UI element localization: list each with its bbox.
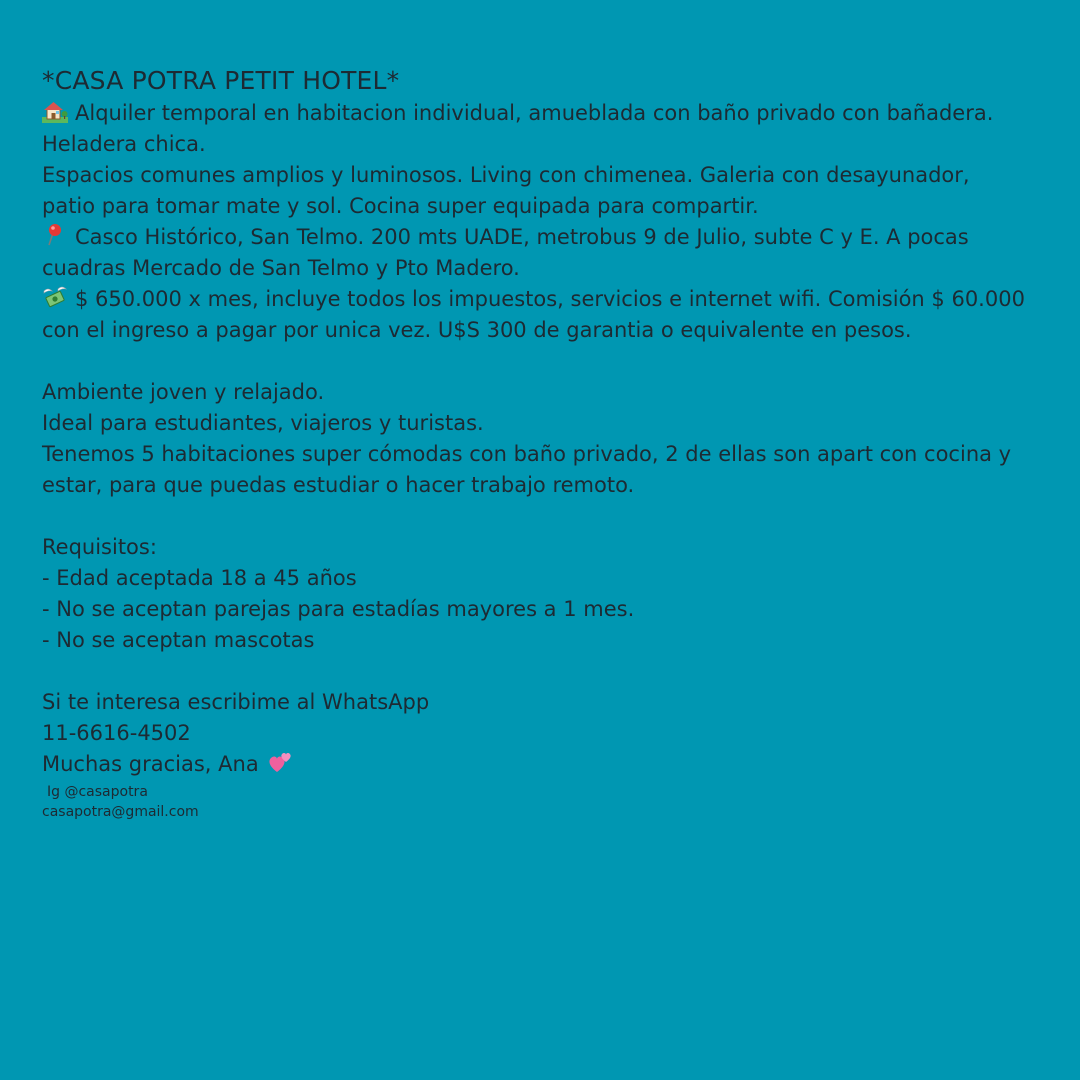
post-content bbox=[42, 64, 1042, 822]
requirements-heading: Requisitos: bbox=[42, 535, 157, 559]
contact-thanks bbox=[42, 749, 1042, 780]
contact-email: casapotra@gmail.com bbox=[42, 804, 199, 820]
two-hearts-icon bbox=[267, 750, 293, 774]
contact-line: Si te interesa escribime al WhatsApp bbox=[42, 690, 430, 714]
about-line-1: Ambiente joven y relajado. bbox=[42, 380, 325, 404]
requirement-item: - No se aceptan mascotas bbox=[42, 628, 315, 652]
contact-phone: 11-6616-4502 bbox=[42, 721, 191, 745]
requirement-item: - No se aceptan parejas para estadías mayores a 1 mes. bbox=[42, 597, 635, 621]
instagram-handle: Ig @casapotra bbox=[47, 784, 148, 800]
spacer bbox=[42, 656, 1042, 687]
about-line-2: Ideal para estudiantes, viajeros y turistas. bbox=[42, 411, 484, 435]
intro-line-3: Espacios comunes amplios y luminosos. Living con chimenea. Galeria con desayunador, bbox=[42, 163, 970, 187]
location-line-1 bbox=[42, 222, 1042, 253]
price-line-1-text: $ 650.000 x mes, incluye todos los impuestos, servicios e internet wifi. Comisión $ 60.000 bbox=[75, 287, 1025, 311]
spacer bbox=[42, 346, 1042, 377]
contact-thanks-text: Muchas gracias, Ana bbox=[42, 752, 259, 776]
post-title: *CASA POTRA PETIT HOTEL* bbox=[42, 66, 400, 95]
intro-line-4: patio para tomar mate y sol. Cocina super equipada para compartir. bbox=[42, 194, 759, 218]
intro-line-1 bbox=[42, 98, 1042, 129]
about-line-3: Tenemos 5 habitaciones super cómodas con baño privado, 2 de ellas son apart con cocina y bbox=[42, 442, 1012, 466]
price-line-2: con el ingreso a pagar por unica vez. U$S 300 de garantia o equivalente en pesos. bbox=[42, 318, 912, 342]
intro-line-2: Heladera chica. bbox=[42, 132, 206, 156]
location-line-1-text: Casco Histórico, San Telmo. 200 mts UADE, metrobus 9 de Julio, subte C y E. A pocas bbox=[75, 225, 969, 249]
intro-line-1-text: Alquiler temporal en habitacion individual, amueblada con baño privado con bañadera. bbox=[75, 101, 994, 125]
round-pushpin-icon bbox=[42, 223, 68, 247]
price-line-1 bbox=[42, 284, 1042, 315]
about-line-4: estar, para que puedas estudiar o hacer trabajo remoto. bbox=[42, 473, 635, 497]
location-line-2: cuadras Mercado de San Telmo y Pto Madero. bbox=[42, 256, 520, 280]
money-with-wings-icon bbox=[42, 285, 68, 309]
house-with-garden-icon bbox=[42, 99, 68, 123]
requirement-item: - Edad aceptada 18 a 45 años bbox=[42, 566, 357, 590]
spacer bbox=[42, 501, 1042, 532]
